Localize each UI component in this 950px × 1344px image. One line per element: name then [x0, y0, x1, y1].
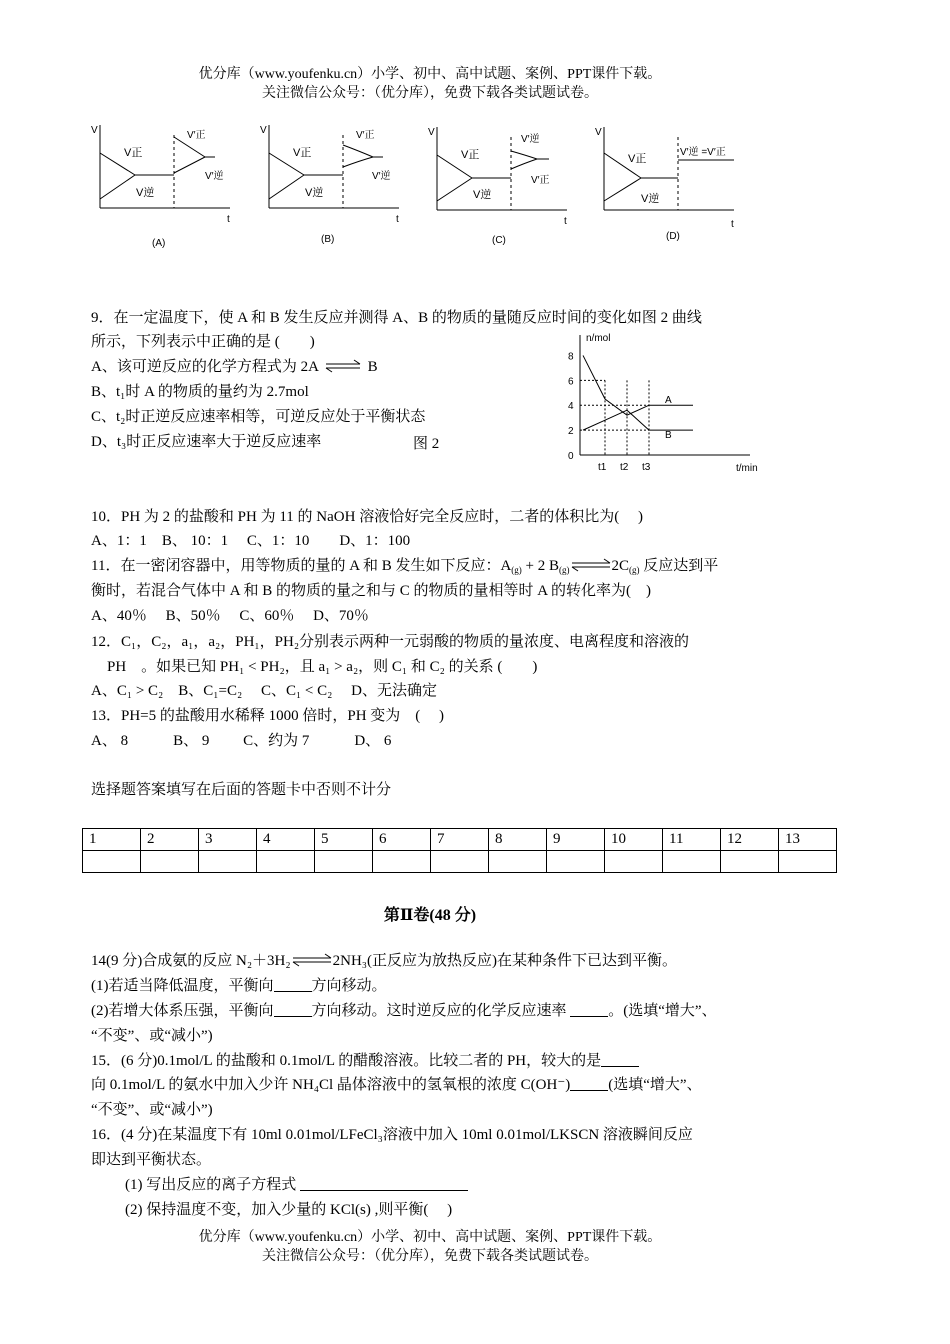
q13-stem: 13．PH=5 的盐酸用水稀释 1000 倍时，PH 变为 ( ) — [91, 708, 445, 724]
answer-header-cell: 8 — [489, 829, 547, 851]
y-tick-label: 8 — [568, 351, 574, 363]
answer-cell[interactable] — [199, 851, 257, 873]
series-label-A: A — [665, 395, 672, 407]
vt-c-v-zheng: V正 — [461, 149, 480, 161]
vt-d-axis-v: V — [595, 127, 602, 138]
q11-options: A、40％ B、50％ C、60％ D、70％ — [91, 608, 369, 624]
answer-table-answer-row[interactable] — [83, 851, 837, 873]
q9-option-a-pre: A、该可逆反应的化学方程式为 2A — [91, 359, 319, 375]
y-tick-label: 0 — [568, 451, 574, 462]
vt-b-lower: V′逆 — [372, 171, 391, 182]
answer-header-cell: 7 — [431, 829, 489, 851]
answer-cell[interactable] — [373, 851, 431, 873]
q14-part-2-line-2: “不变”、或“减小”) — [91, 1028, 213, 1044]
q14-stem-pre: 14(9 分)合成氨的反应 N₂＋3H₂ — [91, 953, 291, 969]
series-label-B: B — [665, 430, 672, 442]
vt-a-lower: V′逆 — [205, 171, 224, 182]
answer-cell[interactable] — [779, 851, 837, 873]
q11-stem-post: 反应达到平 — [643, 558, 719, 574]
q14-part-1 — [91, 976, 387, 996]
blank[interactable] — [570, 1076, 608, 1091]
answer-cell[interactable] — [721, 851, 779, 873]
y-axis-label: n/mol — [586, 333, 611, 344]
answer-header-cell: 10 — [605, 829, 663, 851]
vt-d-v-zheng: V正 — [628, 153, 647, 165]
q9-stem-1: 9．在一定温度下，使 A 和 B 发生反应并测得 A、B 的物质的量随反应时间的变化如图 2 曲线 — [91, 310, 702, 326]
vt-b-caption: (B) — [321, 234, 335, 245]
q14-p2-end: 。(选填“增大”、 — [608, 1003, 717, 1019]
vt-a-axis-t: t — [227, 214, 230, 225]
y-tick-label: 2 — [568, 426, 574, 438]
q15-line2-pre: 向 0.1mol/L 的氨水中加入少许 NH₄Cl 晶体溶液中的氢氧根的浓度 C(OH⁻) — [91, 1077, 571, 1093]
x-axis-label: t/min — [736, 463, 758, 474]
answer-header-cell: 11 — [663, 829, 721, 851]
figure-2-chart — [560, 330, 780, 480]
vt-d-v-ni: V逆 — [641, 193, 660, 205]
q14-p2-mid: 方向移动。这时逆反应的化学反应速率 — [311, 1003, 567, 1019]
answer-header-cell: 2 — [141, 829, 199, 851]
q9-option-d: D、t₃时正反应速率大于逆反应速率 — [91, 434, 322, 450]
vt-a-upper: V′正 — [187, 130, 206, 141]
answer-header-cell: 6 — [373, 829, 431, 851]
q12-stem-1: 12．C₁，C₂，a₁，a₂，PH₁，PH₂分别表示两种一元弱酸的物质的量浓度、电离程度和溶液的 — [91, 634, 690, 650]
series-line-B — [583, 410, 693, 430]
answer-cell[interactable] — [663, 851, 721, 873]
q15-line-2 — [91, 1075, 702, 1095]
q14-p2-text: (2)若增大体系压强，平衡向 — [91, 1003, 274, 1019]
q15-line2-post: (选填“增大”、 — [608, 1077, 702, 1093]
vt-c-v-ni: V逆 — [473, 189, 492, 201]
footer-line-2: 关注微信公众号：（优分库），免费下载各类试题试卷。 — [262, 1249, 598, 1264]
q11-stem-pre: 11．在一密闭容器中，用等物质的量的 A 和 B 发生如下反应：A — [91, 558, 512, 574]
header-line-1: 优分库（www.youfenku.cn）小学、初中、高中试题、案例、PPT课件下载。 — [198, 67, 662, 82]
vt-b-axis-t: t — [396, 214, 399, 225]
blank[interactable] — [274, 977, 312, 992]
q16-sub-2: (2) 保持温度不变，加入少量的 KCl(s) ,则平衡( ) — [125, 1202, 453, 1218]
answer-cell[interactable] — [257, 851, 315, 873]
q14-part-2 — [91, 1001, 717, 1021]
q15-line-3: “不变”、或“减小”) — [91, 1102, 213, 1118]
vt-a-v-zheng: V正 — [124, 147, 143, 159]
q9-stem-2: 所示，下列表示中正确的是 ( ) — [91, 334, 315, 350]
reversible-arrow-icon — [322, 359, 364, 373]
vt-a-caption: (A) — [152, 238, 166, 249]
x-tick-label: t3 — [642, 462, 651, 473]
answer-table — [82, 828, 837, 873]
q9-option-c: C、t₂时正逆反应速率相等，可逆反应处于平衡状态 — [91, 409, 426, 425]
answer-cell[interactable] — [83, 851, 141, 873]
vt-d-axis-t: t — [731, 219, 734, 230]
answer-cell[interactable] — [605, 851, 663, 873]
answer-header-cell: 9 — [547, 829, 605, 851]
blank[interactable] — [570, 1002, 608, 1017]
series-line-A — [583, 355, 693, 415]
answer-header-cell: 12 — [721, 829, 779, 851]
vt-c-axis-v: V — [428, 127, 435, 138]
q9-figure-label: 图 2 — [413, 436, 440, 452]
vt-c-upper: V′逆 — [521, 134, 540, 145]
q12-options: A、C₁ > C₂ B、C₁=C₂ C、C₁ < C₂ D、无法确定 — [91, 683, 437, 699]
q14-stem-post: 2NH₃(正反应为放热反应)在某种条件下已达到平衡。 — [332, 953, 678, 969]
q14-p1-end: 方向移动。 — [311, 978, 387, 994]
answer-header-cell: 4 — [257, 829, 315, 851]
q16-sub1-text: (1) 写出反应的离子方程式 — [125, 1177, 297, 1193]
q14-stem — [91, 951, 677, 971]
answer-header-cell: 5 — [315, 829, 373, 851]
answer-header-cell: 1 — [83, 829, 141, 851]
q10-options: A、1：1 B、 10：1 C、1：10 D、1：100 — [91, 533, 411, 549]
q11-stem-1: 11．在一密闭容器中，用等物质的量的 A 和 B 发生如下反应：$A_{(g)} + 2$ $B_{(g)}$ $2C_{(g)}$ 反应达到平 — [91, 558, 719, 575]
part2-title-text: 第Ⅱ卷(48 分) — [383, 907, 477, 924]
q14-p1-text: (1)若适当降低温度，平衡向 — [91, 978, 274, 994]
vt-b-v-zheng: V正 — [293, 147, 312, 159]
answer-table-header-row — [83, 829, 837, 851]
vt-c-lower: V′正 — [531, 175, 550, 186]
q9-option-a-post: B — [367, 359, 378, 375]
x-tick-label: t1 — [598, 462, 607, 473]
blank[interactable] — [601, 1052, 639, 1067]
q11-stem-2: 衡时，若混合气体中 A 和 B 的物质的量之和与 C 的物质的量相等时 A 的转化率为( ) — [91, 583, 652, 599]
blank[interactable] — [300, 1176, 468, 1191]
vt-graph-d — [595, 127, 734, 242]
vt-b-upper: V′正 — [356, 130, 375, 141]
y-tick-label: 4 — [568, 401, 574, 413]
reversible-arrow-icon — [570, 558, 612, 572]
vt-graph-a — [91, 125, 230, 249]
answer-note: 选择题答案填写在后面的答题卡中否则不计分 — [91, 782, 392, 798]
vt-b-axis-v: V — [260, 125, 267, 136]
vt-graph-c — [428, 127, 567, 246]
reversible-arrow-icon — [291, 953, 333, 967]
answer-header-cell: 3 — [199, 829, 257, 851]
q9-option-a — [91, 357, 378, 377]
vt-c-axis-t: t — [564, 216, 567, 227]
header-line-2: 关注微信公众号：（优分库），免费下载各类试题试卷。 — [262, 86, 598, 101]
y-tick-label: 6 — [568, 376, 574, 388]
vt-b-v-ni: V逆 — [305, 187, 324, 199]
vt-d-caption: (D) — [666, 231, 680, 242]
vt-graph-b — [260, 125, 399, 245]
q12-stem-2: PH 。如果已知 PH₁ < PH₂，且 a₁ > a₂，则 C₁ 和 C₂ 的关系 ( ) — [107, 659, 538, 675]
q16-line-1: 16．(4 分)在某温度下有 10ml 0.01mol/LFeCl₃溶液中加入 10ml 0.01mol/LKSCN 溶液瞬间反应 — [91, 1127, 693, 1143]
answer-cell[interactable] — [489, 851, 547, 873]
vt-a-v-ni: V逆 — [136, 187, 155, 199]
answer-cell[interactable] — [141, 851, 199, 873]
vt-d-equal: V′逆 =V′正 — [680, 147, 726, 158]
answer-header-cell: 13 — [779, 829, 837, 851]
q15-line-1 — [91, 1051, 639, 1071]
q16-sub-1 — [125, 1175, 468, 1195]
x-tick-label: t2 — [620, 462, 629, 473]
blank[interactable] — [274, 1002, 312, 1017]
vt-a-axis-v: V — [91, 125, 98, 136]
q16-line-2: 即达到平衡状态。 — [91, 1152, 212, 1168]
answer-cell[interactable] — [547, 851, 605, 873]
footer-line-1: 优分库（www.youfenku.cn）小学、初中、高中试题、案例、PPT课件下载。 — [198, 1230, 662, 1245]
q15-line1-text: 15．(6 分)0.1mol/L 的盐酸和 0.1mol/L 的醋酸溶液。比较二者的 PH，较大的是 — [91, 1053, 602, 1069]
answer-cell[interactable] — [315, 851, 373, 873]
q13-options: A、 8 B、 9 C、约为 7 D、 6 — [91, 733, 392, 749]
q9-option-b: B、t₁时 A 的物质的量约为 2.7mol — [91, 384, 309, 400]
vt-c-caption: (C) — [492, 235, 506, 246]
part2-title — [0, 902, 860, 925]
answer-cell[interactable] — [431, 851, 489, 873]
q10-stem: 10．PH 为 2 的盐酸和 PH 为 11 的 NaOH 溶液恰好完全反应时，二者的体积比为( ) — [91, 509, 643, 525]
